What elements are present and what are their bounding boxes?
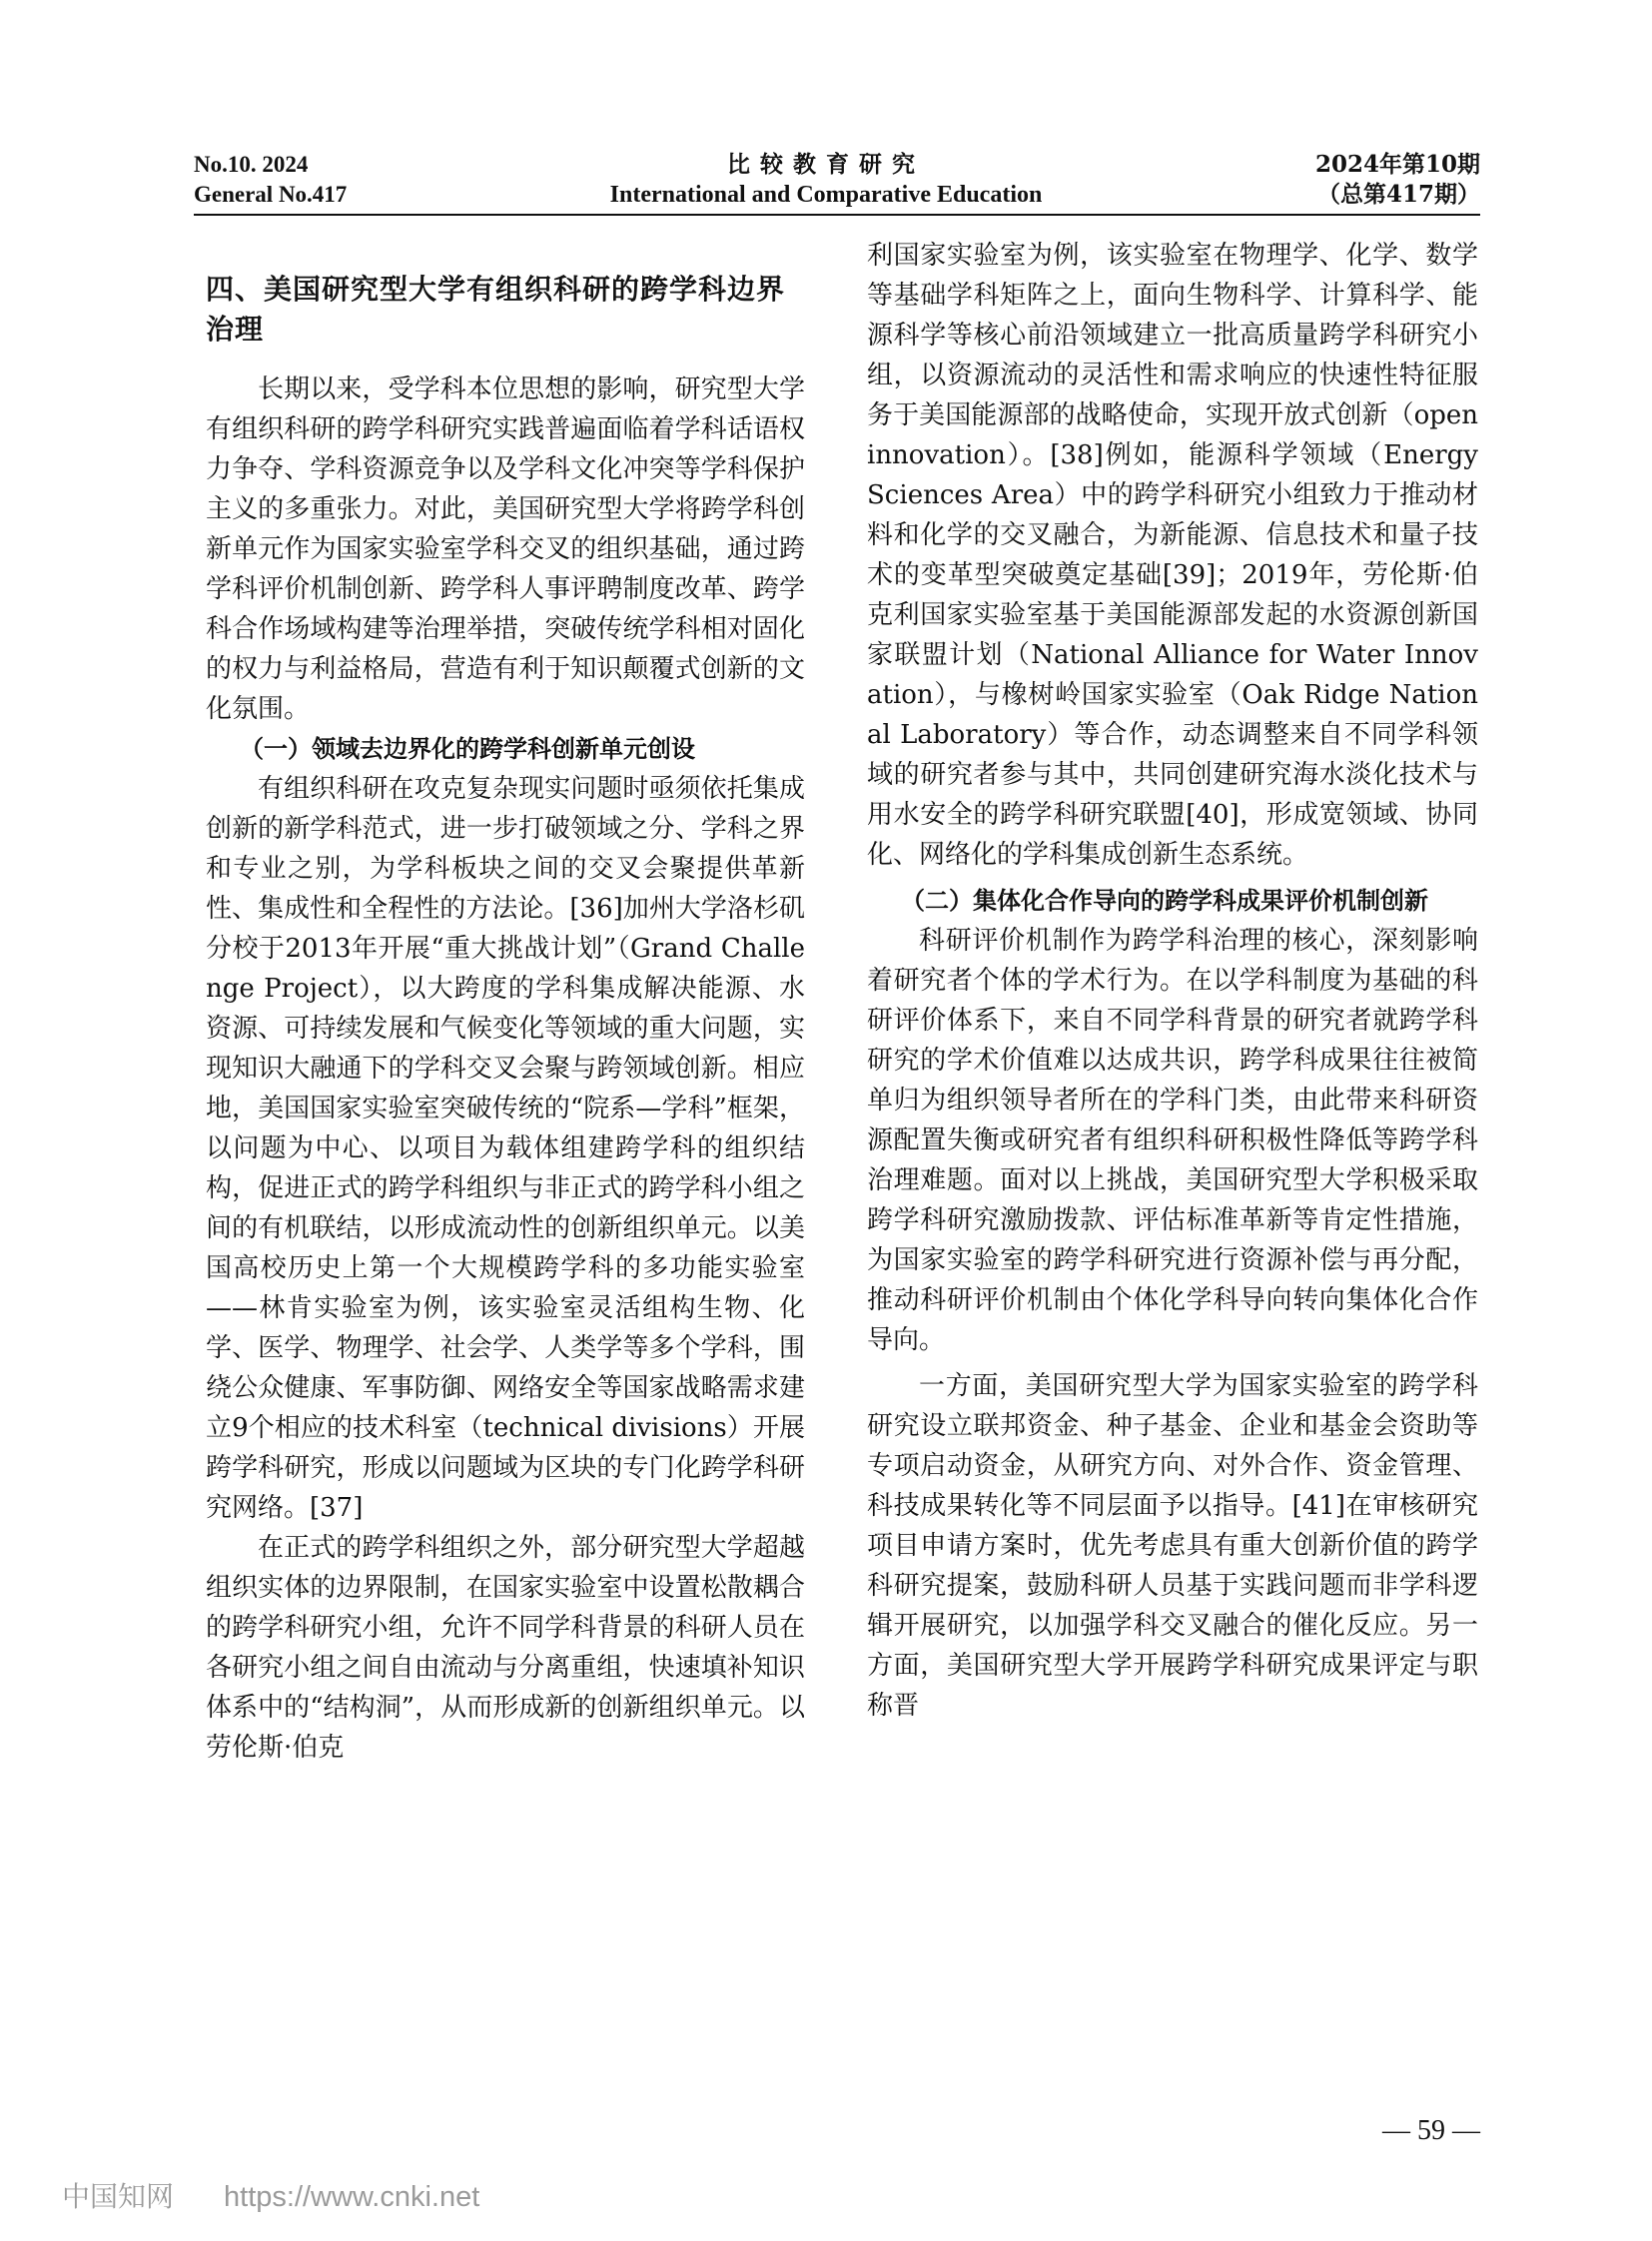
journal-title-cn: 比较教育研究 (727, 151, 925, 178)
cnki-url: https://www.cnki.net (224, 2181, 480, 2213)
left-column (206, 236, 805, 1768)
journal-issue-info (194, 150, 347, 210)
subsection-title: （二）集体化合作导向的跨学科成果评价机制创新 (901, 887, 1428, 915)
watermark-footer (62, 2175, 479, 2215)
issue-number-cn: 2024年第10期 (1314, 151, 1480, 178)
paragraph: 有组织科研在攻克复杂现实问题时亟须依托集成创新的新学科范式，进一步打破领域之分、学科之界和专业之别，为学科板块之间的交叉会聚提供革新性、集成性和全程性的方法论。[36]加州大学洛杉矶分校于2013年开展“重大挑战计划”（Grand Challenge Project），以大跨度的学科集成解决能源、水资源、可持续发展和气候变化等领域的重大问题，实现知识大融通下的学科交叉会聚与跨领域创新。相应地，美国国家实验室突破传统的“院系—学科”框架，以问题为中心、以项目为载体组建跨学科的组织结构，促进正式的跨学科组织与非正式的跨学科小组之间的有机联结，以形成流动性的创新组织单元。以美国高校历史上第一个大规模跨学科的多功能实验室——林肯实验室为例，该实验室灵活组构生物、化学、医学、物理学、社会学、人类学等多个学科，围绕公众健康、军事防御、网络安全等国家战略需求建立9个相应的技术科室（technical divisions）开展跨学科研究，形成以问题域为区块的专门化跨学科研究网络。[37] (206, 774, 805, 1523)
paragraph: 一方面，美国研究型大学为国家实验室的跨学科研究设立联邦资金、种子基金、企业和基金会资助等专项启动资金，从研究方向、对外合作、资金管理、科技成果转化等不同层面予以指导。[41]在审核研究项目申请方案时，优先考虑具有重大创新价值的跨学科研究提案，鼓励科研人员基于实践问题而非学科逻辑开展研究，以加强学科交叉融合的催化反应。另一方面，美国研究型大学开展跨学科研究成果评定与职称晋 (867, 1371, 1478, 1721)
issue-number: No.10. 2024 (194, 152, 309, 177)
general-number: General No.417 (194, 182, 348, 207)
paragraph: 利国家实验室为例，该实验室在物理学、化学、数学等基础学科矩阵之上，面向生物科学、计算科学、能源科学等核心前沿领域建立一批高质量跨学科研究小组，以资源流动的灵活性和需求响应的快速性特征服务于美国能源部的战略使命，实现开放式创新（open innovation）。[38]例如，能源科学领域（Energy Sciences Area）中的跨学科研究小组致力于推动材料和化学的交叉融合，为新能源、信息技术和量子技术的变革型突破奠定基础[39]；2019年，劳伦斯·伯克利国家实验室基于美国能源部发起的水资源创新国家联盟计划（National Alliance for Water Innovation），与橡树岭国家实验室（Oak Ridge National Laboratory）等合作，动态调整来自不同学科领域的研究者参与其中，共同创建研究海水淡化技术与用水安全的跨学科研究联盟[40]，形成宽领域、协同化、网络化的学科集成创新生态系统。 (867, 241, 1478, 870)
paragraph: 长期以来，受学科本位思想的影响，研究型大学有组织科研的跨学科研究实践普遍面临着学科话语权力争夺、学科资源竞争以及学科文化冲突等学科保护主义的多重张力。对此，美国研究型大学将跨学科创新单元作为国家实验室学科交叉的组织基础，通过跨学科评价机制创新、跨学科人事评聘制度改革、跨学科合作场域构建等治理举措，突破传统学科相对固化的权力与利益格局，营造有利于知识颠覆式创新的文化氛围。 (206, 374, 805, 724)
general-number-cn: （总第417期） (1316, 181, 1480, 208)
section-title: 四、美国研究型大学有组织科研的跨学科边界治理 (206, 273, 786, 346)
cnki-logo-text: 中国知网 (62, 2180, 175, 2213)
journal-issue-info-cn (1315, 150, 1480, 210)
header-rule (194, 214, 1480, 216)
journal-title-en: International and Comparative Education (609, 182, 1043, 208)
paragraph: 科研评价机制作为跨学科治理的核心，深刻影响着研究者个体的学术行为。在以学科制度为基础的科研评价体系下，来自不同学科背景的研究者就跨学科研究的学术价值难以达成共识，跨学科成果往往被简单归为组织领导者所在的学科门类，由此带来科研资源配置失衡或研究者有组织科研积极性降低等跨学科治理难题。面对以上挑战，美国研究型大学积极采取跨学科研究激励拨款、评估标准革新等肯定性措施，为国家实验室的跨学科研究进行资源补偿与再分配，推动科研评价机制由个体化学科导向转向集体化合作导向。 (867, 926, 1478, 1355)
paragraph: 在正式的跨学科组织之外，部分研究型大学超越组织实体的边界限制，在国家实验室中设置松散耦合的跨学科研究小组，允许不同学科背景的科研人员在各研究小组之间自由流动与分离重组，快速填补知识体系中的“结构洞”，从而形成新的创新组织单元。以劳伦斯·伯克 (206, 1533, 805, 1763)
journal-title (539, 150, 1113, 210)
subsection-title: （一）领域去边界化的跨学科创新单元创设 (240, 735, 695, 763)
page-number: — 59 — (1382, 2115, 1480, 2146)
right-column (867, 236, 1478, 1726)
